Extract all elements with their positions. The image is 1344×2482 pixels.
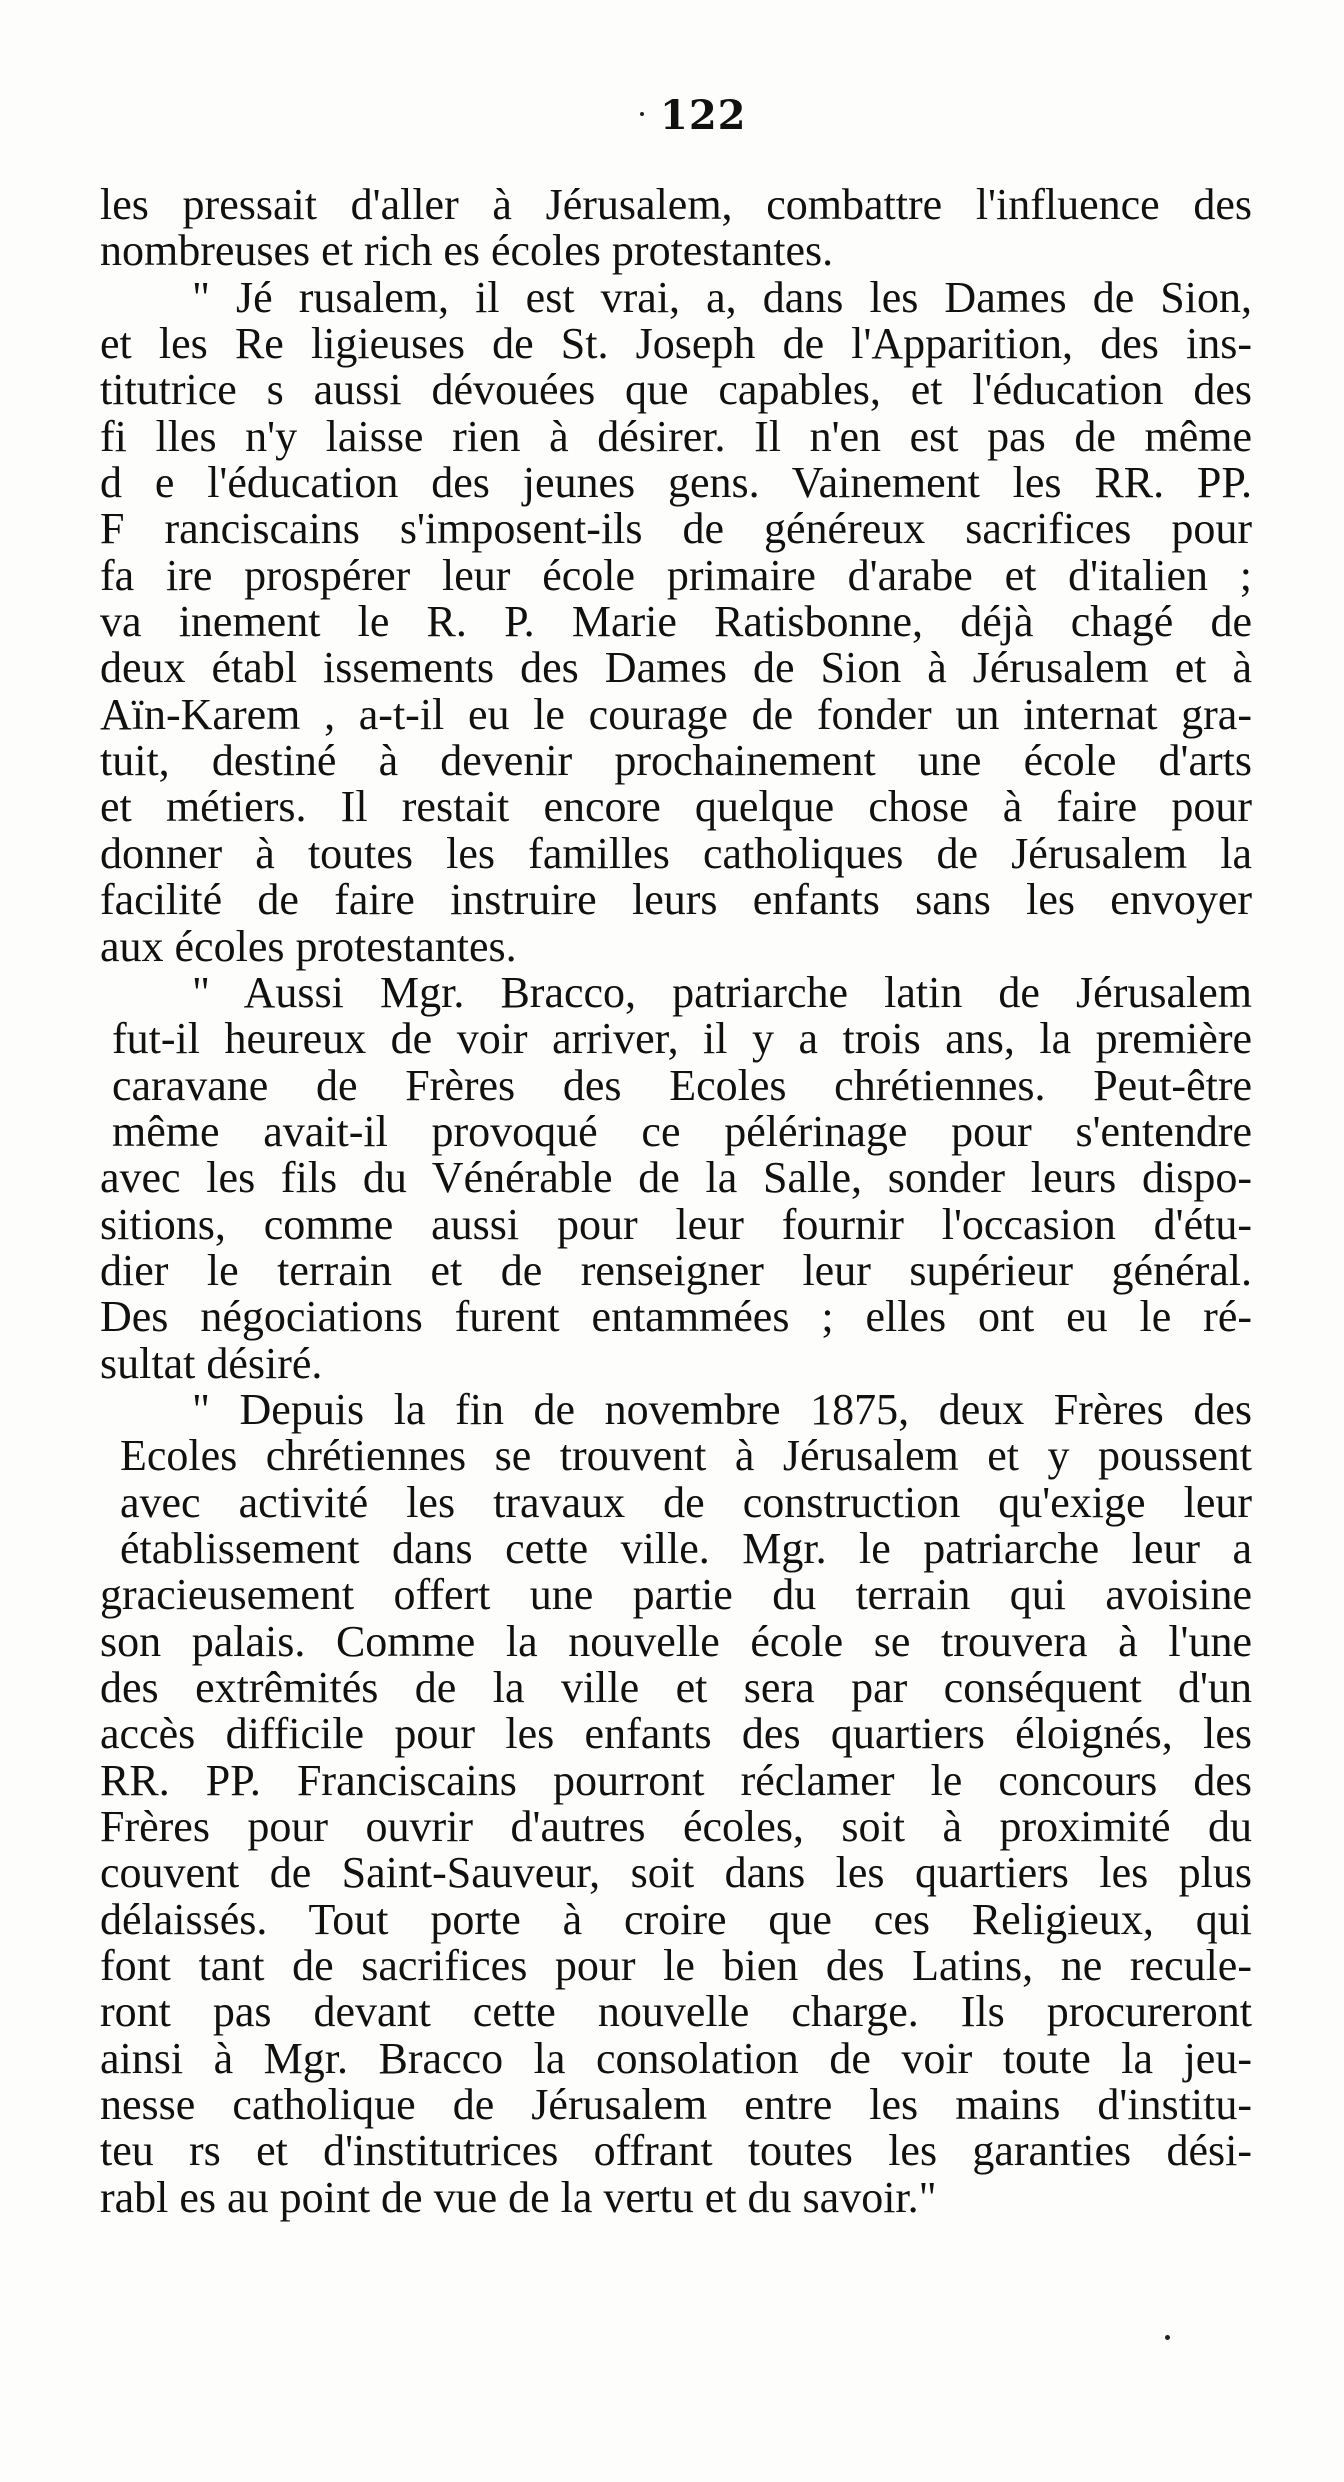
text-line: facilité de faire instruire leurs enfants sans les envoyer — [100, 875, 1252, 925]
text-line: va inement le R. P. Marie Ratisbonne, déjà chagé de — [100, 597, 1252, 647]
page-number: 122 — [660, 92, 747, 139]
text-line: " Depuis la fin de novembre 1875, deux Frères des — [192, 1384, 1252, 1434]
text-line: Frères pour ouvrir d'autres écoles, soit à proximité du — [100, 1802, 1252, 1852]
text-line: F ranciscains s'imposent-ils de généreux sacrifices pour — [100, 504, 1252, 554]
text-line: établissement dans cette ville. Mgr. le patriarche leur a — [120, 1523, 1252, 1573]
ink-speck-top — [640, 112, 644, 116]
text-line: gracieusement offert une partie du terrain qui avoisine — [100, 1570, 1252, 1620]
text-line: titutrice s aussi dévouées que capables, et l'éducation des — [100, 365, 1252, 415]
text-line: aux écoles protestantes. — [100, 921, 517, 971]
text-line: teu rs et d'institutrices offrant toutes les garanties dési- — [100, 2126, 1252, 2176]
body-text — [100, 182, 1252, 2221]
text-line: couvent de Saint-Sauveur, soit dans les quartiers les plus — [100, 1848, 1252, 1898]
text-line: Ecoles chrétiennes se trouvent à Jérusalem et y poussent — [120, 1431, 1252, 1481]
text-line: avec activité les travaux de construction qu'exige leur — [120, 1477, 1252, 1527]
text-line: et les Re ligieuses de St. Joseph de l'Apparition, des ins- — [100, 319, 1252, 369]
text-line: tuit, destiné à devenir prochainement une école d'arts — [100, 736, 1252, 786]
text-line: " Aussi Mgr. Bracco, patriarche latin de Jérusalem — [192, 967, 1252, 1017]
text-line: dier le terrain et de renseigner leur supérieur général. — [100, 1245, 1252, 1295]
text-line: RR. PP. Franciscains pourront réclamer le concours des — [100, 1755, 1252, 1805]
text-line: fa ire prospérer leur école primaire d'arabe et d'italien ; — [100, 550, 1252, 600]
text-line: fut-il heureux de voir arriver, il y a trois ans, la première — [112, 1014, 1252, 1064]
text-line: deux établ issements des Dames de Sion à Jérusalem et à — [100, 643, 1252, 693]
text-line: avec les fils du Vénérable de la Salle, sonder leurs dispo- — [100, 1153, 1252, 1203]
text-line: sitions, comme aussi pour leur fournir l'occasion d'étu- — [100, 1199, 1252, 1249]
text-line: son palais. Comme la nouvelle école se trouvera à l'une — [100, 1616, 1252, 1666]
text-line: donner à toutes les familles catholiques de Jérusalem la — [100, 828, 1252, 878]
text-line: fi lles n'y laisse rien à désirer. Il n'en est pas de même — [100, 411, 1252, 461]
text-line: nesse catholique de Jérusalem entre les mains d'institu- — [100, 2080, 1252, 2130]
text-line: Aïn-Karem , a-t-il eu le courage de fonder un internat gra- — [100, 689, 1252, 739]
text-line: nombreuses et rich es écoles protestantes. — [100, 226, 834, 276]
text-line: caravane de Frères des Ecoles chrétiennes. Peut-être — [112, 1060, 1252, 1110]
text-line: et métiers. Il restait encore quelque chose à faire pour — [100, 782, 1252, 832]
text-line: ront pas devant cette nouvelle charge. Ils procureront — [100, 1987, 1252, 2037]
text-line: " Jé rusalem, il est vrai, a, dans les Dames de Sion, — [192, 272, 1252, 322]
text-line: Des négociations furent entammées ; elles ont eu le ré- — [100, 1292, 1252, 1342]
text-line: délaissés. Tout porte à croire que ces Religieux, qui — [100, 1894, 1252, 1944]
text-line: d e l'éducation des jeunes gens. Vainement les RR. PP. — [100, 458, 1252, 508]
ink-speck-bottom — [1165, 2335, 1170, 2340]
text-line: les pressait d'aller à Jérusalem, combattre l'influence des — [100, 180, 1252, 229]
text-line: sultat désiré. — [100, 1338, 323, 1388]
text-line: rabl es au point de vue de la vertu et du savoir." — [100, 2172, 937, 2222]
text-line: des extrêmités de la ville et sera par conséquent d'un — [100, 1663, 1252, 1712]
text-line: font tant de sacrifices pour le bien des Latins, ne recule- — [100, 1941, 1252, 1991]
text-line: accès difficile pour les enfants des quartiers éloignés, les — [100, 1709, 1252, 1759]
text-line: même avait-il provoqué ce pélérinage pour s'entendre — [112, 1106, 1252, 1156]
text-line: ainsi à Mgr. Bracco la consolation de voir toute la jeu- — [100, 2033, 1252, 2083]
